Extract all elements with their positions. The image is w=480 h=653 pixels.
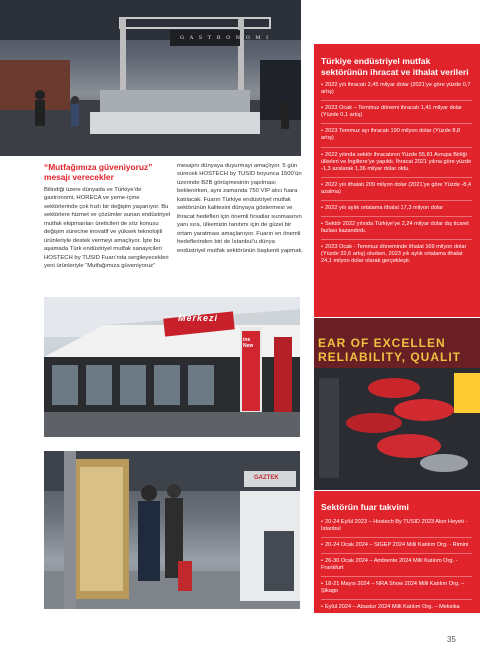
list-item: • Sektör 2022 yılında Türkiye’ye 2,24 milyar dolar dış ticaret fazlası kazandırdı. xyxy=(321,221,469,235)
article-headline: “Mutfağımıza güveniyoruz” mesajı verecekler xyxy=(44,162,153,183)
list-item: • 20-24 Ocak 2024 – SIGEP 2024 Milli Katılım Org. - Rimini xyxy=(321,541,469,548)
gaztek-sign: GAZTEK xyxy=(254,475,279,481)
export-import-data-box xyxy=(314,44,480,317)
list-item: • 26-30 Ocak 2024 – Ambiente 2024 Milli Katılım Org. - Frankfurt xyxy=(321,557,458,571)
list-item: • 2022 yılı ithalatı 209 milyon dolar (2021’ye göre Yüzde -8,4 azalma) xyxy=(321,181,472,195)
list-item: • 2023 Ocak – Temmuz dönemi ihracatı 1,41 milyar dolar (Yüzde 0,1 artış) xyxy=(321,105,463,119)
fair-calendar-title: Sektörün fuar takvimi xyxy=(321,502,409,512)
booth-sign: ine New xyxy=(243,337,254,349)
export-box-title: Türkiye endüstriyel mutfak sektörünün ihracat ve ithalat verileri xyxy=(321,56,469,77)
list-item: • Eylül 2024 – Abastur 2024 Milli Katılım Org. – Meksika xyxy=(321,604,460,611)
list-item: • 2023 Ocak - Temmuz döneminde ithalat 169 milyon dolar (Yüzde 32,6 artış) olurken, 2023 yılı aylık ortalama ithalat 24,1 milyon dolar olarak gerçekleşti. xyxy=(321,244,467,265)
photo-exhibition-hall xyxy=(0,0,301,156)
photo-fair-building xyxy=(44,297,300,437)
list-item: • 2022 yılı aylık ortalama ithalat 17,3 milyon dolar xyxy=(321,204,444,211)
page-number: 35 xyxy=(447,635,456,644)
list-item: • 2023 Temmuz ayı ihracatı 190 milyon dolar (Yüzde 8,8 artış) xyxy=(321,128,461,142)
exhibition-banner-text: G A S T R O N O M I xyxy=(180,35,271,41)
photo-visitors-oven xyxy=(44,451,300,609)
article-column-1: Bilindiği üzere dünyada ve Türkiye’de gastronomi, HORECA ve yeme-içme sektörlerinde çok hızlı bir değişim yaşanıyor. Bu sektörlere hizmet ve çözümler sunan endüstriyel mutfak ekipmanları üreticileri de söz konusu değişim sürecine inovatif ve yüksek teknolojili ürünleriyle destek vermeyi amaçlıyor. İşte bu aşamada Türk endüstriyel mutfak sanayicileri HOSTECH by TUSID Fuarı’nda sergileyecekleri yeni ürünleriyle “Mutfağımıza güveniyoruz” xyxy=(44,187,171,270)
fair-calendar-box xyxy=(314,491,480,613)
photo-exhibition-hall-art xyxy=(0,0,301,156)
list-item: • 18-21 Mayıs 2024 – NRA Show 2024 Milli Katılım Org. – Şikago xyxy=(321,581,465,595)
merkezi-sign: Merkezi xyxy=(178,313,219,323)
list-item: • 2022 yılında sektör ihracatının Yüzde 55,81 Avrupa Birliği ülkeleri ve İngiltere’ye yapıldı. İhracat 2021 yılına göre yüzde -1,3 azalarak 1,36 milyar dolar oldu. xyxy=(321,151,472,172)
export-data-list xyxy=(321,82,472,265)
photo-fair-building-art xyxy=(44,297,300,437)
list-item: • 20-24 Eylül 2023 – Hostech By TUSID 2023 Akın Heyeti - İstanbul xyxy=(321,518,468,532)
fair-calendar-list xyxy=(321,519,472,612)
excellence-banner-line2: RELIABILITY, QUALIT xyxy=(318,350,461,364)
article-column-2: mesajını dünyaya duyurmayı amaçlıyor. 5 gün sürecek HOSTECH by TUSID boyunca 1500’ün üzerinde B2B görüşmesinin yapılması beklenirken, aynı zamanda 750 VIP alıcı fuara katılacak. Fuarın Türkiye endüstriyel mutfak sektörünün kalitesini dünyaya göstermesi ve ihracat hedefleri için önemli fırsatlar sunmasının yanı sıra, ülkemizin tanıtımı için de güzel bir ortam yaratması amaçlanıyor. Fuarın en önemli hedeflerinden biri de İstanbul’u dünya endüstriyel mutfak sektörünün başkenti yapmak. xyxy=(177,163,304,254)
excellence-banner-line1: EAR OF EXCELLEN xyxy=(318,336,446,350)
photo-cookware-stand xyxy=(314,318,480,490)
list-item: • 2022 yılı ihracatı 2,45 milyar dolar (2021’ye göre yüzde 0,7 artış) xyxy=(321,82,471,95)
